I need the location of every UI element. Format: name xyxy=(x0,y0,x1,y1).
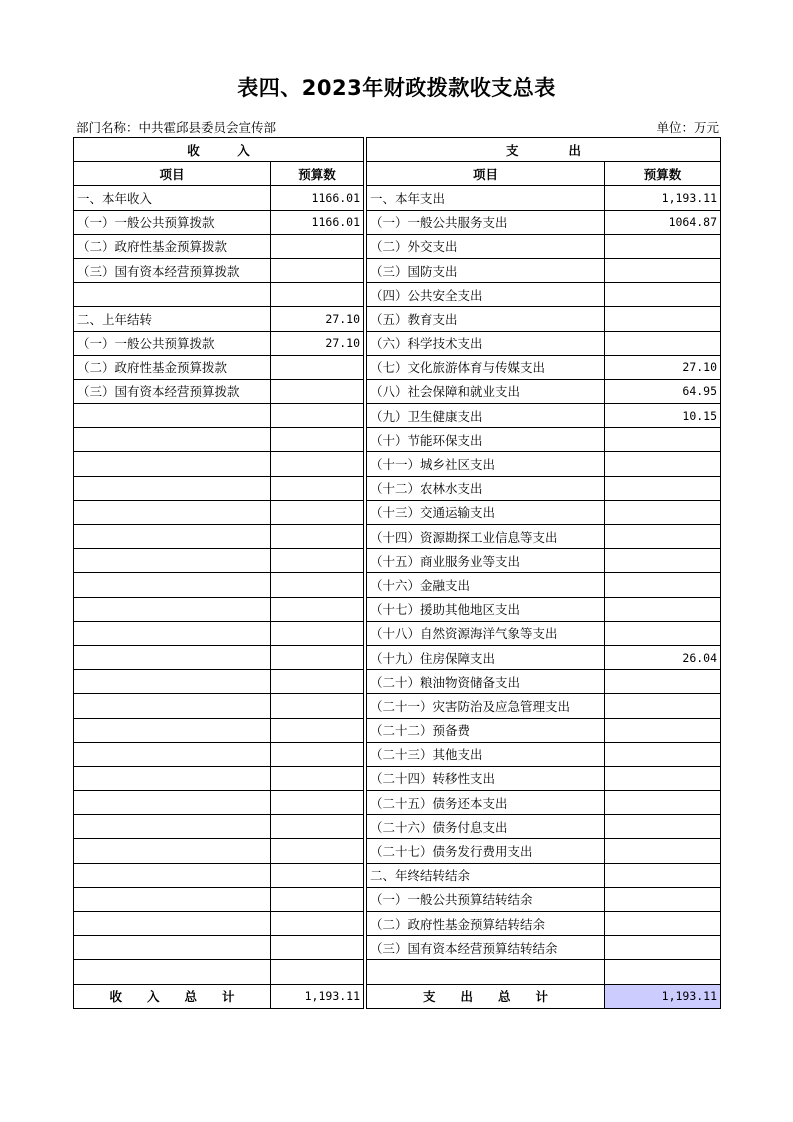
expense-value-cell xyxy=(605,936,721,960)
income-value-cell: 1166.01 xyxy=(271,210,364,234)
income-value-cell xyxy=(271,597,364,621)
expense-value-cell xyxy=(605,549,721,573)
table-row xyxy=(74,621,721,645)
expense-value-cell xyxy=(605,694,721,718)
expense-item-cell: （十二）农林水支出 xyxy=(367,476,605,500)
income-item-cell: （一）一般公共预算拨款 xyxy=(74,331,271,355)
income-value-cell xyxy=(271,960,364,984)
budget-summary-table xyxy=(73,137,721,1009)
expense-total-label: 支 出 总 计 xyxy=(367,984,605,1008)
income-value-cell xyxy=(271,839,364,863)
expense-section-header: 支 出 xyxy=(367,138,721,162)
expense-value-cell xyxy=(605,887,721,911)
expense-item-cell: （二十五）债务还本支出 xyxy=(367,791,605,815)
income-value-cell xyxy=(271,476,364,500)
income-value-cell xyxy=(271,645,364,669)
income-value-cell xyxy=(271,452,364,476)
expense-value-cell xyxy=(605,525,721,549)
expense-value-cell xyxy=(605,670,721,694)
table-row xyxy=(74,912,721,936)
expense-value-cell xyxy=(605,621,721,645)
table-row xyxy=(74,718,721,742)
income-value-cell xyxy=(271,573,364,597)
income-value-cell xyxy=(271,379,364,403)
income-item-cell xyxy=(74,404,271,428)
income-value-cell xyxy=(271,234,364,258)
expense-value-cell xyxy=(605,597,721,621)
department-name: 部门名称：中共霍邱县委员会宣传部 xyxy=(76,120,277,135)
income-item-cell xyxy=(74,887,271,911)
income-section-header: 收 入 xyxy=(74,138,364,162)
income-item-cell: （二）政府性基金预算拨款 xyxy=(74,234,271,258)
table-row xyxy=(74,234,721,258)
income-item-header: 项目 xyxy=(74,162,271,186)
expense-item-cell: （四）公共安全支出 xyxy=(367,283,605,307)
income-item-cell xyxy=(74,597,271,621)
expense-value-cell xyxy=(605,960,721,984)
income-item-cell: 二、上年结转 xyxy=(74,307,271,331)
expense-item-cell: （六）科学技术支出 xyxy=(367,331,605,355)
table-row xyxy=(74,839,721,863)
table-row xyxy=(74,258,721,282)
income-item-cell xyxy=(74,912,271,936)
expense-total-value: 1,193.11 xyxy=(605,984,721,1008)
income-item-cell xyxy=(74,766,271,790)
income-value-cell xyxy=(271,355,364,379)
income-item-cell: 一、本年收入 xyxy=(74,186,271,210)
expense-value-cell xyxy=(605,863,721,887)
expense-value-cell xyxy=(605,912,721,936)
income-value-cell xyxy=(271,694,364,718)
table-row xyxy=(74,791,721,815)
income-item-cell xyxy=(74,839,271,863)
income-value-cell xyxy=(271,428,364,452)
income-value-cell xyxy=(271,500,364,524)
table-row xyxy=(74,355,721,379)
expense-value-cell xyxy=(605,573,721,597)
expense-item-cell: （二十三）其他支出 xyxy=(367,742,605,766)
income-value-cell xyxy=(271,936,364,960)
income-value-cell xyxy=(271,815,364,839)
income-item-cell xyxy=(74,791,271,815)
expense-item-header: 项目 xyxy=(367,162,605,186)
expense-item-cell: （十四）资源勘探工业信息等支出 xyxy=(367,525,605,549)
income-item-cell xyxy=(74,742,271,766)
income-item-cell xyxy=(74,573,271,597)
income-value-cell xyxy=(271,549,364,573)
expense-item-cell: （二十）粮油物资储备支出 xyxy=(367,670,605,694)
expense-value-cell: 10.15 xyxy=(605,404,721,428)
expense-value-cell: 1064.87 xyxy=(605,210,721,234)
income-item-cell: （三）国有资本经营预算拨款 xyxy=(74,379,271,403)
income-value-cell xyxy=(271,621,364,645)
expense-value-cell xyxy=(605,331,721,355)
table-row xyxy=(74,694,721,718)
income-item-cell xyxy=(74,525,271,549)
table-row xyxy=(74,960,721,984)
table-row xyxy=(74,307,721,331)
expense-item-cell: （十）节能环保支出 xyxy=(367,428,605,452)
expense-value-cell xyxy=(605,718,721,742)
income-value-cell xyxy=(271,525,364,549)
income-value-cell xyxy=(271,791,364,815)
table-row xyxy=(74,379,721,403)
expense-item-cell: （五）教育支出 xyxy=(367,307,605,331)
expense-value-cell xyxy=(605,815,721,839)
expense-item-cell: （十一）城乡社区支出 xyxy=(367,452,605,476)
income-value-cell xyxy=(271,404,364,428)
income-item-cell xyxy=(74,815,271,839)
expense-item-cell: 二、年终结转结余 xyxy=(367,863,605,887)
income-total-value: 1,193.11 xyxy=(271,984,364,1008)
expense-item-cell xyxy=(367,960,605,984)
expense-value-cell: 1,193.11 xyxy=(605,186,721,210)
income-item-cell: （一）一般公共预算拨款 xyxy=(74,210,271,234)
column-header-row xyxy=(74,162,721,186)
income-value-cell xyxy=(271,863,364,887)
section-header-row xyxy=(74,138,721,162)
table-row xyxy=(74,645,721,669)
table-row xyxy=(74,428,721,452)
page-title: 表四、2023年财政拨款收支总表 xyxy=(237,76,556,100)
income-item-cell xyxy=(74,694,271,718)
income-item-cell xyxy=(74,549,271,573)
expense-item-cell: （十八）自然资源海洋气象等支出 xyxy=(367,621,605,645)
expense-item-cell: （十九）住房保障支出 xyxy=(367,645,605,669)
expense-item-cell: （二）外交支出 xyxy=(367,234,605,258)
unit-label: 单位：万元 xyxy=(656,120,719,135)
income-item-cell xyxy=(74,960,271,984)
income-value-cell xyxy=(271,718,364,742)
income-item-cell xyxy=(74,500,271,524)
table-row xyxy=(74,936,721,960)
table-row xyxy=(74,186,721,210)
income-budget-header: 预算数 xyxy=(271,162,364,186)
table-row xyxy=(74,573,721,597)
income-item-cell xyxy=(74,863,271,887)
table-row xyxy=(74,500,721,524)
income-value-cell xyxy=(271,912,364,936)
expense-item-cell: （二）政府性基金预算结转结余 xyxy=(367,912,605,936)
income-total-label: 收 入 总 计 xyxy=(74,984,271,1008)
table-row xyxy=(74,452,721,476)
income-value-cell: 27.10 xyxy=(271,331,364,355)
expense-value-cell xyxy=(605,766,721,790)
income-item-cell xyxy=(74,476,271,500)
expense-value-cell: 27.10 xyxy=(605,355,721,379)
expense-value-cell xyxy=(605,476,721,500)
income-item-cell: （三）国有资本经营预算拨款 xyxy=(74,258,271,282)
expense-value-cell xyxy=(605,258,721,282)
income-value-cell: 1166.01 xyxy=(271,186,364,210)
expense-item-cell: （八）社会保障和就业支出 xyxy=(367,379,605,403)
table-row xyxy=(74,549,721,573)
table-row xyxy=(74,283,721,307)
income-item-cell xyxy=(74,718,271,742)
expense-item-cell: （十六）金融支出 xyxy=(367,573,605,597)
income-item-cell xyxy=(74,283,271,307)
expense-item-cell: （一）一般公共服务支出 xyxy=(367,210,605,234)
expense-value-cell xyxy=(605,428,721,452)
expense-value-cell xyxy=(605,500,721,524)
expense-item-cell: 一、本年支出 xyxy=(367,186,605,210)
income-value-cell xyxy=(271,887,364,911)
expense-value-cell xyxy=(605,742,721,766)
expense-item-cell: （二十七）债务发行费用支出 xyxy=(367,839,605,863)
expense-item-cell: （二十一）灾害防治及应急管理支出 xyxy=(367,694,605,718)
income-item-cell xyxy=(74,670,271,694)
expense-item-cell: （三）国防支出 xyxy=(367,258,605,282)
table-row xyxy=(74,742,721,766)
table-row xyxy=(74,210,721,234)
income-item-cell xyxy=(74,621,271,645)
expense-item-cell: （二十四）转移性支出 xyxy=(367,766,605,790)
table-row xyxy=(74,476,721,500)
table-row xyxy=(74,404,721,428)
income-value-cell xyxy=(271,258,364,282)
table-row xyxy=(74,815,721,839)
expense-item-cell: （九）卫生健康支出 xyxy=(367,404,605,428)
table-row xyxy=(74,525,721,549)
expense-item-cell: （十七）援助其他地区支出 xyxy=(367,597,605,621)
income-value-cell xyxy=(271,766,364,790)
expense-value-cell xyxy=(605,791,721,815)
table-row xyxy=(74,863,721,887)
income-item-cell xyxy=(74,428,271,452)
income-value-cell xyxy=(271,670,364,694)
expense-item-cell: （十五）商业服务业等支出 xyxy=(367,549,605,573)
expense-item-cell: （一）一般公共预算结转结余 xyxy=(367,887,605,911)
table-row xyxy=(74,887,721,911)
expense-item-cell: （七）文化旅游体育与传媒支出 xyxy=(367,355,605,379)
table-row xyxy=(74,597,721,621)
income-value-cell: 27.10 xyxy=(271,307,364,331)
expense-value-cell xyxy=(605,839,721,863)
expense-value-cell: 64.95 xyxy=(605,379,721,403)
expense-value-cell xyxy=(605,452,721,476)
expense-item-cell: （三）国有资本经营预算结转结余 xyxy=(367,936,605,960)
expense-item-cell: （二十六）债务付息支出 xyxy=(367,815,605,839)
income-value-cell xyxy=(271,283,364,307)
table-row xyxy=(74,331,721,355)
expense-budget-header: 预算数 xyxy=(605,162,721,186)
expense-item-cell: （十三）交通运输支出 xyxy=(367,500,605,524)
expense-value-cell xyxy=(605,234,721,258)
income-item-cell: （二）政府性基金预算拨款 xyxy=(74,355,271,379)
income-item-cell xyxy=(74,452,271,476)
income-item-cell xyxy=(74,645,271,669)
expense-value-cell xyxy=(605,307,721,331)
expense-item-cell: （二十二）预备费 xyxy=(367,718,605,742)
expense-value-cell xyxy=(605,283,721,307)
expense-value-cell: 26.04 xyxy=(605,645,721,669)
table-row xyxy=(74,670,721,694)
income-value-cell xyxy=(271,742,364,766)
income-item-cell xyxy=(74,936,271,960)
table-row xyxy=(74,766,721,790)
totals-row xyxy=(74,984,721,1008)
